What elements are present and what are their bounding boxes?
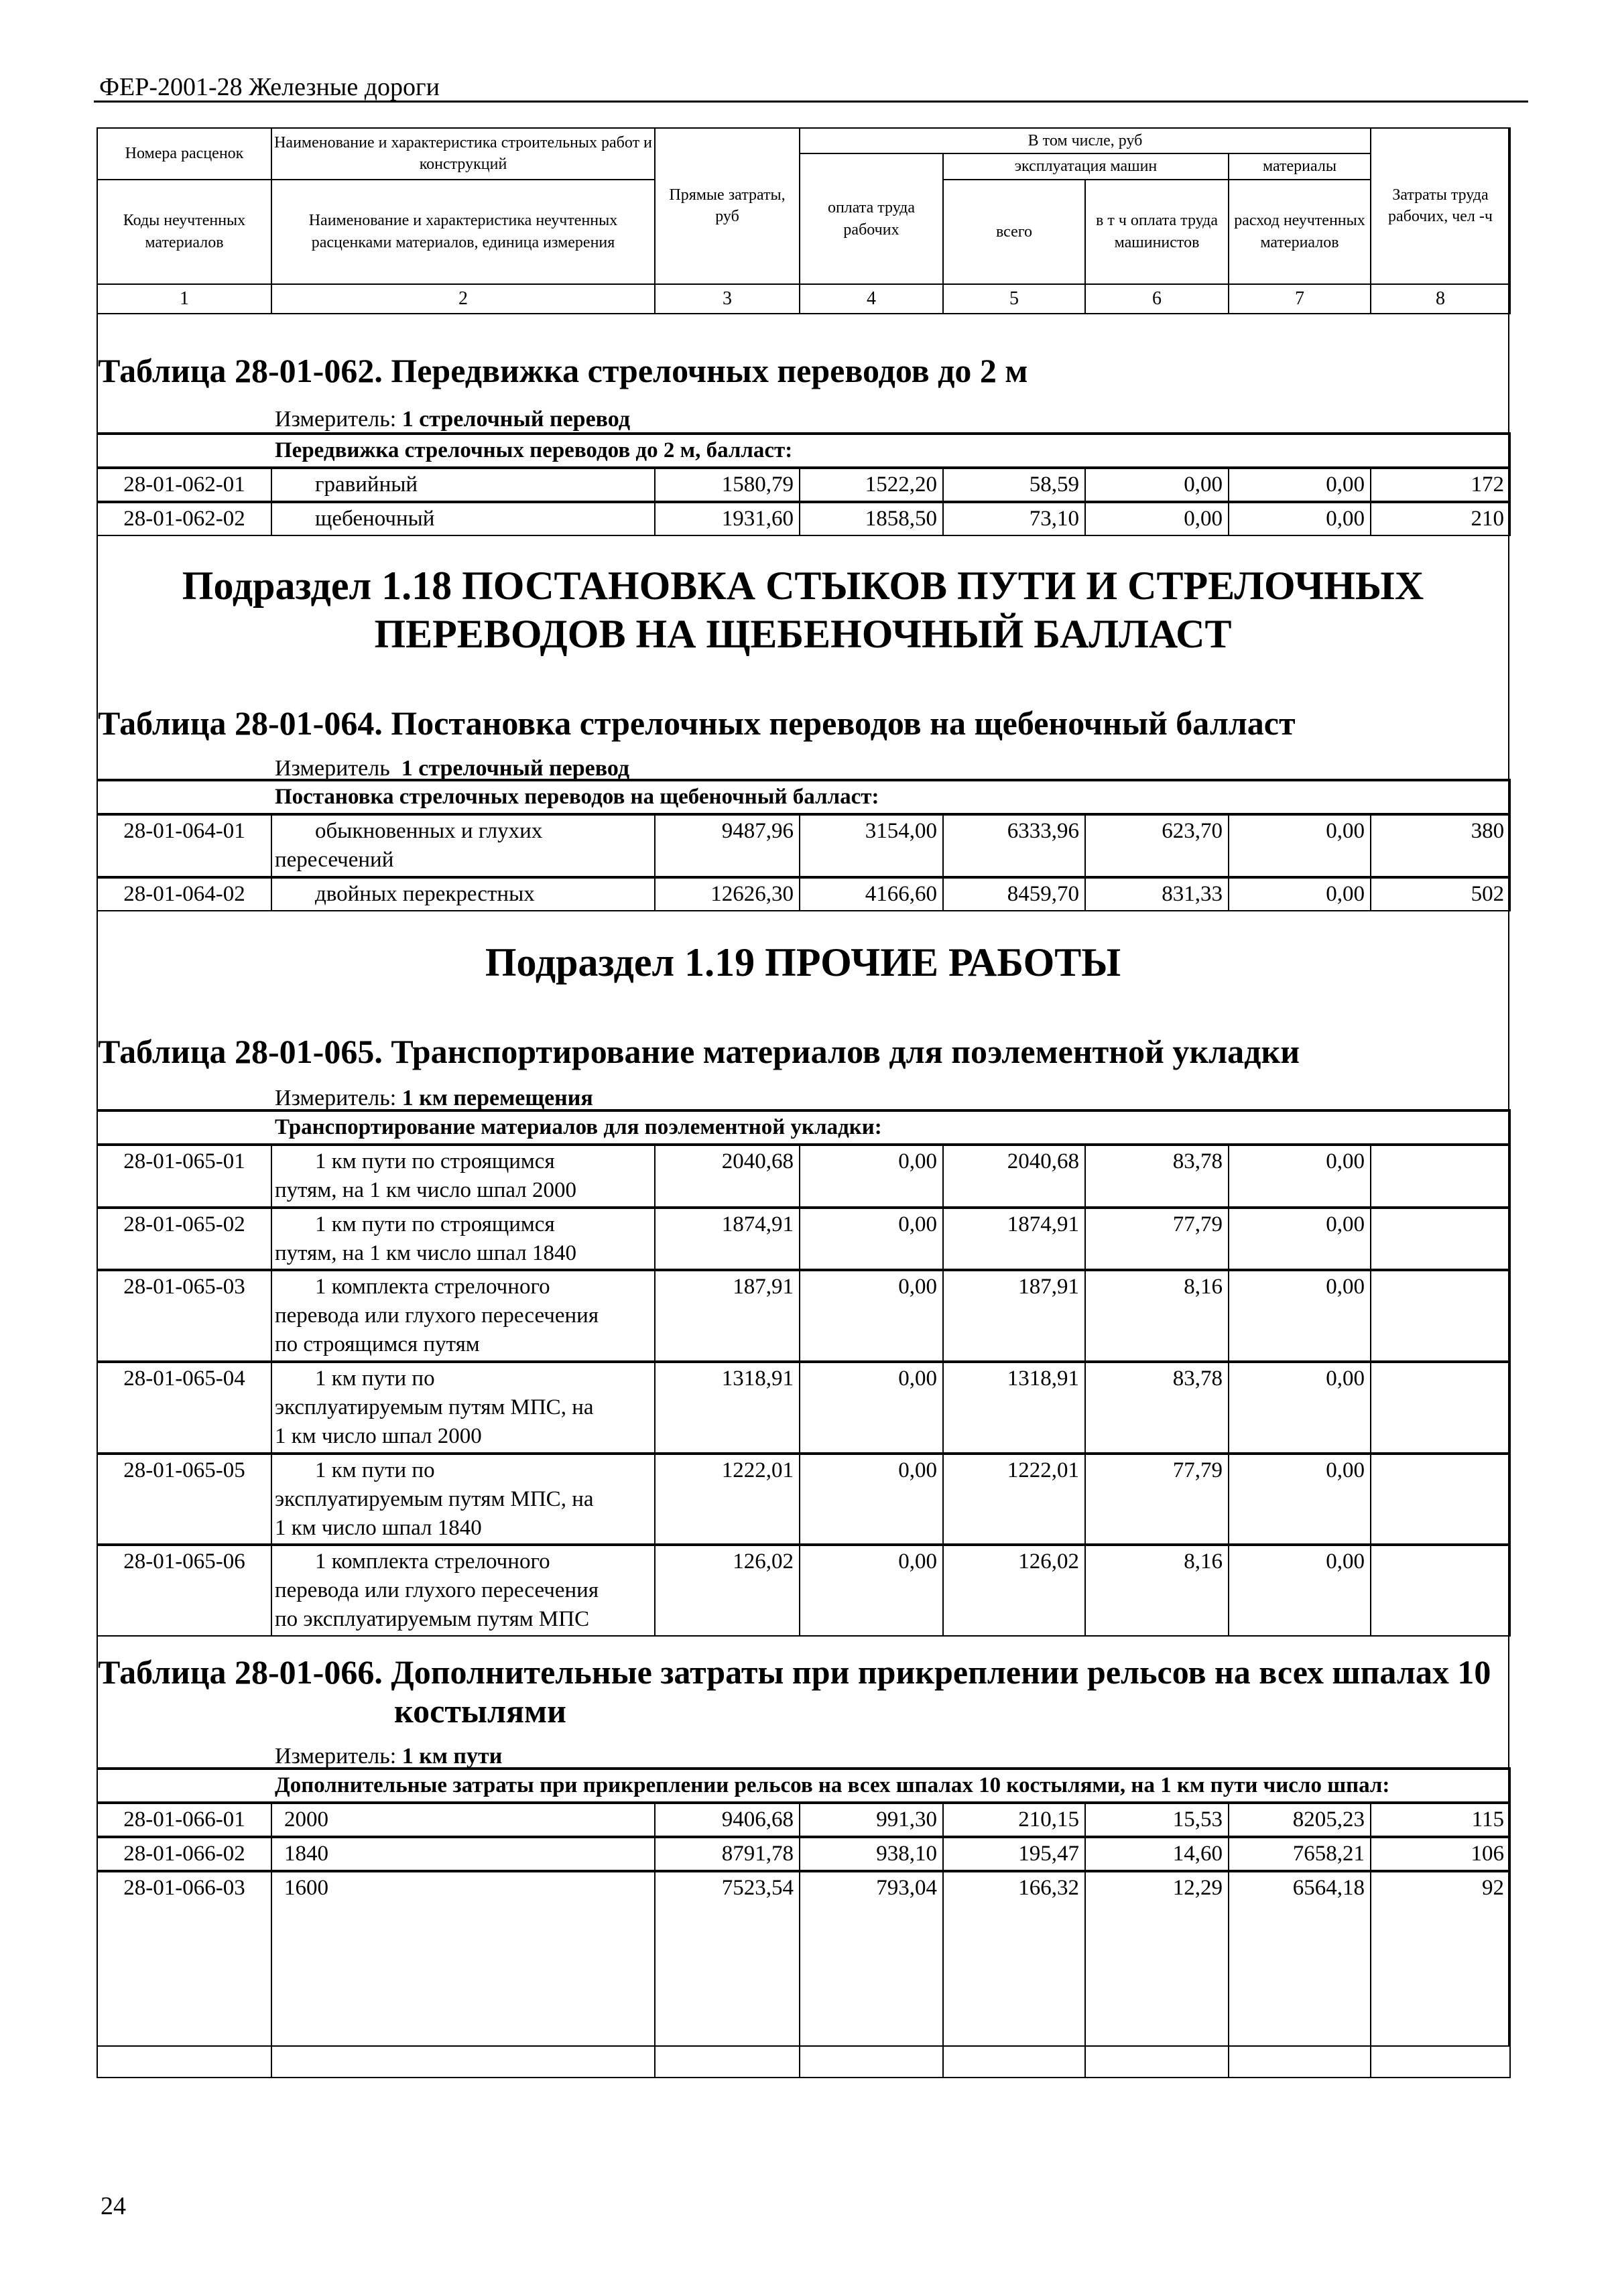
measure-065 <box>275 1086 593 1111</box>
materials: 0,00 <box>1229 1454 1371 1545</box>
machinist-pay: 0,00 <box>1085 502 1229 535</box>
measure-value: 1 стрелочный перевод <box>401 756 630 781</box>
table-row <box>97 1270 1510 1362</box>
labor-pay: 793,04 <box>800 1871 943 2078</box>
machines-total: 126,02 <box>943 1545 1085 1636</box>
machinist-pay: 8,16 <box>1085 1545 1229 1636</box>
table-row <box>97 1871 1510 2078</box>
work-description <box>271 1871 655 2078</box>
header-labor-hours: Затраты труда рабочих, чел -ч <box>1371 128 1510 284</box>
desc-line: обыкновенных и глухих <box>315 818 543 843</box>
materials: 0,00 <box>1229 877 1371 911</box>
materials: 6564,18 <box>1229 1871 1371 2078</box>
work-description <box>271 1208 655 1271</box>
desc-line: 1600 <box>284 1875 328 1900</box>
measure-label: Измеритель: <box>275 1744 397 1769</box>
table-row <box>97 877 1510 911</box>
desc-line: 1 км число шпал 2000 <box>275 1423 482 1448</box>
desc-line: щебеночный <box>315 506 435 531</box>
labor-pay: 0,00 <box>800 1545 943 1636</box>
table-title-065: Таблица 28-01-065. Транспортирование материалов для поэлементной укладки <box>98 1033 1300 1070</box>
header-machine-operation: эксплуатация машин <box>943 153 1229 179</box>
measure-value: 1 стрелочный перевод <box>401 407 631 432</box>
desc-line: перевода или глухого пересечения <box>275 1303 599 1328</box>
page-number: 24 <box>101 2192 126 2220</box>
desc-line: 1 комплекта стрелочного <box>315 1549 550 1574</box>
desc-line: 1 км пути по строящимся <box>315 1212 555 1236</box>
header-material-names: Наименование и характеристика неучтенных расценками материалов, единица измерения <box>271 180 655 284</box>
desc-line: пересечений <box>275 847 394 872</box>
header-work-name: Наименование и характеристика строительных работ и конструкций <box>271 128 655 180</box>
group-label: Транспортирование материалов для поэлементной укладки: <box>97 1110 1510 1145</box>
column-number: 7 <box>1229 284 1371 314</box>
table-title-062: Таблица 28-01-062. Передвижка стрелочных переводов до 2 м <box>98 352 1028 389</box>
column-number: 3 <box>655 284 800 314</box>
section-title-1-18 <box>97 562 1509 658</box>
labor-pay: 0,00 <box>800 1270 943 1362</box>
table-row <box>97 814 1510 877</box>
labor-hours <box>1371 1454 1510 1545</box>
machines-total: 58,59 <box>943 468 1085 502</box>
page-header: ФЕР-2001-28 Железные дороги <box>99 73 440 101</box>
direct-costs: 187,91 <box>655 1270 800 1362</box>
labor-hours: 210 <box>1371 502 1510 535</box>
direct-costs: 1874,91 <box>655 1208 800 1271</box>
labor-hours: 172 <box>1371 468 1510 502</box>
column-number: 4 <box>800 284 943 314</box>
title-line: Таблица 28-01-066. Дополнительные затраты при прикреплении рельсов на всех шпалах 10 <box>98 1653 1491 1691</box>
group-label: Постановка стрелочных переводов на щебеночный балласт: <box>97 780 1510 814</box>
rate-code: 28-01-065-02 <box>97 1208 271 1271</box>
machinist-pay: 15,53 <box>1085 1803 1229 1837</box>
labor-hours: 106 <box>1371 1837 1510 1871</box>
table-row <box>97 1145 1510 1208</box>
section-line: Подраздел 1.18 ПОСТАНОВКА СТЫКОВ ПУТИ И СТРЕЛОЧНЫХ <box>182 564 1424 608</box>
labor-hours: 502 <box>1371 877 1510 911</box>
labor-pay: 0,00 <box>800 1454 943 1545</box>
table-row <box>97 1362 1510 1454</box>
table-row <box>97 1545 1510 1636</box>
work-description <box>271 1803 655 1837</box>
header-unaccounted-materials: расход неучтенных материалов <box>1229 180 1371 284</box>
machinist-pay: 14,60 <box>1085 1837 1229 1871</box>
desc-line: путям, на 1 км число шпал 2000 <box>275 1177 577 1202</box>
work-description <box>271 1270 655 1362</box>
rate-code: 28-01-065-05 <box>97 1454 271 1545</box>
labor-pay: 1522,20 <box>800 468 943 502</box>
group-label: Дополнительные затраты при прикреплении рельсов на всех шпалах 10 костылями, на 1 км пути число шпал: <box>97 1769 1510 1803</box>
desc-line: 1 км число шпал 1840 <box>275 1515 482 1540</box>
materials: 7658,21 <box>1229 1837 1371 1871</box>
labor-pay: 991,30 <box>800 1803 943 1837</box>
labor-hours <box>1371 1545 1510 1636</box>
rate-code: 28-01-066-02 <box>97 1837 271 1871</box>
machinist-pay: 12,29 <box>1085 1871 1229 2078</box>
rate-code: 28-01-065-06 <box>97 1545 271 1636</box>
direct-costs: 9487,96 <box>655 814 800 877</box>
machinist-pay: 83,78 <box>1085 1145 1229 1208</box>
column-number: 2 <box>271 284 655 314</box>
title-line: костылями <box>394 1692 566 1730</box>
table-row <box>97 1454 1510 1545</box>
table-row <box>97 502 1510 535</box>
labor-hours: 115 <box>1371 1803 1510 1837</box>
column-number: 1 <box>97 284 271 314</box>
machines-total: 187,91 <box>943 1270 1085 1362</box>
machinist-pay: 77,79 <box>1085 1454 1229 1545</box>
materials: 0,00 <box>1229 1208 1371 1271</box>
header-rule <box>94 101 1528 103</box>
direct-costs: 126,02 <box>655 1545 800 1636</box>
rate-code: 28-01-065-03 <box>97 1270 271 1362</box>
work-description <box>271 1545 655 1636</box>
machines-total: 6333,96 <box>943 814 1085 877</box>
table-title-066 <box>98 1653 1491 1730</box>
desc-line: гравийный <box>315 472 418 497</box>
work-description <box>271 814 655 877</box>
header-machinist-pay: в т ч оплата труда машинистов <box>1085 180 1229 284</box>
labor-hours <box>1371 1208 1510 1271</box>
data-table-066 <box>97 1767 1511 2078</box>
direct-costs: 1931,60 <box>655 502 800 535</box>
direct-costs: 1318,91 <box>655 1362 800 1454</box>
desc-line: эксплуатируемым путям МПС, на <box>275 1395 594 1420</box>
table-row <box>97 1208 1510 1271</box>
header-materials: материалы <box>1229 153 1371 179</box>
table-row <box>97 468 1510 502</box>
machines-total: 73,10 <box>943 502 1085 535</box>
work-description <box>271 1145 655 1208</box>
section-title-1-19: Подраздел 1.19 ПРОЧИЕ РАБОТЫ <box>485 940 1121 984</box>
work-description <box>271 468 655 502</box>
header-including: В том числе, руб <box>800 128 1371 153</box>
desc-line: двойных перекрестных <box>315 881 535 906</box>
measure-value: 1 км перемещения <box>401 1086 593 1110</box>
direct-costs: 8791,78 <box>655 1837 800 1871</box>
work-description <box>271 1454 655 1545</box>
table-row <box>97 1803 1510 1837</box>
rate-code: 28-01-065-04 <box>97 1362 271 1454</box>
measure-label: Измеритель: <box>275 407 397 432</box>
labor-pay: 0,00 <box>800 1362 943 1454</box>
labor-pay: 4166,60 <box>800 877 943 911</box>
desc-line: путям, на 1 км число шпал 1840 <box>275 1240 577 1265</box>
direct-costs: 9406,68 <box>655 1803 800 1837</box>
work-description <box>271 1837 655 1871</box>
table-title-064: Таблица 28-01-064. Постановка стрелочных переводов на щебеночный балласт <box>98 704 1296 742</box>
header-rate-numbers: Номера расценок <box>97 128 271 180</box>
rate-code: 28-01-064-01 <box>97 814 271 877</box>
machinist-pay: 8,16 <box>1085 1270 1229 1362</box>
machinist-pay: 0,00 <box>1085 468 1229 502</box>
header-labor-pay: оплата труда рабочих <box>800 153 943 283</box>
header-material-codes: Коды неучтенных материалов <box>97 180 271 284</box>
work-description <box>271 877 655 911</box>
rate-code: 28-01-062-01 <box>97 468 271 502</box>
measure-062 <box>275 407 630 432</box>
machinist-pay: 623,70 <box>1085 814 1229 877</box>
desc-line: по эксплуатируемым путям МПС <box>275 1607 590 1632</box>
labor-hours <box>1371 1145 1510 1208</box>
materials: 0,00 <box>1229 1145 1371 1208</box>
machines-total: 195,47 <box>943 1837 1085 1871</box>
machines-total: 1318,91 <box>943 1362 1085 1454</box>
desc-line: перевода или глухого пересечения <box>275 1578 599 1603</box>
work-description <box>271 502 655 535</box>
column-number: 8 <box>1371 284 1510 314</box>
materials: 0,00 <box>1229 814 1371 877</box>
header-direct-costs: Прямые затраты, руб <box>655 128 800 284</box>
materials: 0,00 <box>1229 502 1371 535</box>
direct-costs: 12626,30 <box>655 877 800 911</box>
header-machines-total: всего <box>943 180 1085 284</box>
labor-hours: 380 <box>1371 814 1510 877</box>
labor-hours <box>1371 1270 1510 1362</box>
labor-hours: 92 <box>1371 1871 1510 2078</box>
desc-line: 1840 <box>284 1841 328 1866</box>
labor-hours <box>1371 1362 1510 1454</box>
rate-code: 28-01-065-01 <box>97 1145 271 1208</box>
rate-code: 28-01-066-03 <box>97 1871 271 2078</box>
materials: 0,00 <box>1229 1362 1371 1454</box>
desc-line: по строящимся путям <box>275 1332 480 1357</box>
labor-pay: 938,10 <box>800 1837 943 1871</box>
desc-line: эксплуатируемым путям МПС, на <box>275 1486 594 1511</box>
section-line: ПЕРЕВОДОВ НА ЩЕБЕНОЧНЫЙ БАЛЛАСТ <box>374 612 1232 656</box>
data-table-062 <box>97 432 1511 536</box>
data-table-064 <box>97 779 1511 911</box>
desc-line: 1 км пути по <box>315 1458 435 1482</box>
desc-line: 1 км пути по строящимся <box>315 1149 555 1173</box>
machines-total: 2040,68 <box>943 1145 1085 1208</box>
data-table-065 <box>97 1109 1511 1637</box>
machinist-pay: 83,78 <box>1085 1362 1229 1454</box>
direct-costs: 7523,54 <box>655 1871 800 2078</box>
column-header-table <box>97 127 1511 314</box>
measure-066 <box>275 1744 502 1769</box>
labor-pay: 0,00 <box>800 1145 943 1208</box>
materials: 0,00 <box>1229 1545 1371 1636</box>
direct-costs: 1580,79 <box>655 468 800 502</box>
rate-code: 28-01-062-02 <box>97 502 271 535</box>
materials: 0,00 <box>1229 1270 1371 1362</box>
machinist-pay: 77,79 <box>1085 1208 1229 1271</box>
measure-value: 1 км пути <box>401 1744 503 1769</box>
direct-costs: 1222,01 <box>655 1454 800 1545</box>
machines-total: 1222,01 <box>943 1454 1085 1545</box>
group-label: Передвижка стрелочных переводов до 2 м, балласт: <box>97 434 1510 468</box>
desc-line: 2000 <box>284 1807 328 1832</box>
rate-code: 28-01-064-02 <box>97 877 271 911</box>
machines-total: 1874,91 <box>943 1208 1085 1271</box>
table-row <box>97 1837 1510 1871</box>
measure-064 <box>275 756 629 781</box>
measure-label: Измеритель <box>275 756 390 781</box>
labor-pay: 0,00 <box>800 1208 943 1271</box>
materials: 0,00 <box>1229 468 1371 502</box>
machines-total: 8459,70 <box>943 877 1085 911</box>
work-description <box>271 1362 655 1454</box>
materials: 8205,23 <box>1229 1803 1371 1837</box>
desc-line: 1 км пути по <box>315 1366 435 1391</box>
machines-total: 166,32 <box>943 1871 1085 2078</box>
rate-code: 28-01-066-01 <box>97 1803 271 1837</box>
column-number: 6 <box>1085 284 1229 314</box>
labor-pay: 3154,00 <box>800 814 943 877</box>
direct-costs: 2040,68 <box>655 1145 800 1208</box>
desc-line: 1 комплекта стрелочного <box>315 1275 550 1299</box>
labor-pay: 1858,50 <box>800 502 943 535</box>
machinist-pay: 831,33 <box>1085 877 1229 911</box>
measure-label: Измеритель: <box>275 1086 397 1110</box>
column-number: 5 <box>943 284 1085 314</box>
machines-total: 210,15 <box>943 1803 1085 1837</box>
